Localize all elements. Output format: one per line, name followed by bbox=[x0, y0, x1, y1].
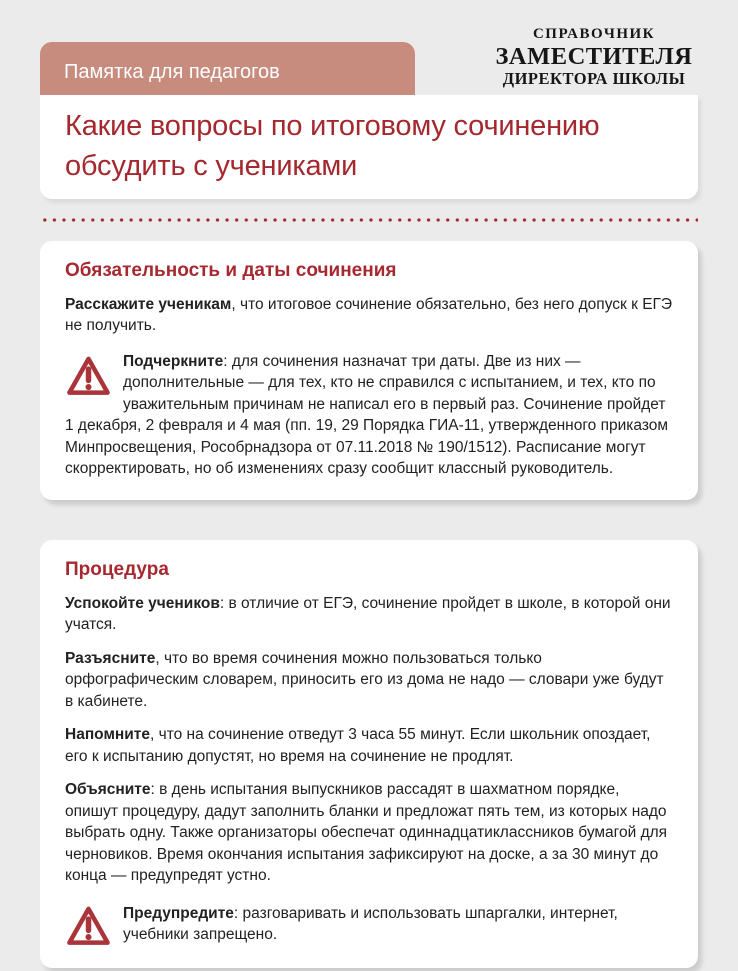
paragraph bbox=[65, 648, 673, 713]
paragraph-lead: Успокойте учеников bbox=[65, 594, 220, 612]
warning-triangle-icon bbox=[65, 904, 112, 948]
warning-callout bbox=[65, 351, 673, 480]
paragraph bbox=[65, 593, 673, 636]
logo-line-2: ЗАМЕСТИТЕЛЯ bbox=[495, 42, 693, 70]
logo-line-1: СПРАВОЧНИК bbox=[532, 26, 656, 42]
paragraph bbox=[65, 724, 673, 767]
memo-badge-label: Памятка для педагогов bbox=[64, 61, 280, 83]
warning-lead: Предупредите bbox=[123, 904, 234, 922]
paragraph-lead: Напомните bbox=[65, 726, 151, 743]
paragraph-text: : в отличие от ЕГЭ, сочинение пройдет в школе, в которой они учатся. bbox=[65, 594, 671, 633]
dotted-divider bbox=[40, 218, 698, 222]
warning-text: : для сочинения назначат три даты. Две из них — дополнительные — для тех, кто не справился с испытанием, и тех, кто по уважительным причинам не написал его в первый раз. Сочинение пройдет 1 декабря, 2 февраля и 4 мая (пп. 19, 29 Порядка ГИА-11, утвержденного приказом Минпросвещения, Рособрнадзора от 07.11.2018 № 190/1512). Расписание могут скорректировать, но об изменениях сразу сообщит классный руководитель. bbox=[65, 352, 669, 478]
warning-callout bbox=[65, 903, 673, 948]
paragraph-lead: Расскажите ученикам bbox=[65, 295, 232, 313]
paragraph bbox=[65, 294, 673, 337]
memo-badge bbox=[40, 42, 415, 95]
warning-paragraph bbox=[123, 903, 662, 946]
paragraph-lead: Разъясните bbox=[65, 649, 156, 667]
warning-lead: Подчеркните bbox=[123, 352, 224, 370]
section-procedure-heading: Процедура bbox=[65, 558, 169, 580]
publisher-logo bbox=[476, 27, 712, 87]
warning-paragraph bbox=[65, 351, 673, 480]
section-dates-card bbox=[40, 241, 698, 500]
paragraph-lead: Объясните bbox=[65, 781, 151, 798]
paragraph-text: : в день испытания выпускников рассадят в шахматном порядке, опишут процедуру, дадут заполнить бланки и предложат пять тем, из которых надо выбрать одну. Также организаторы обеспечат одиннадцатиклассников бумагой для черновиков. Время окончания испытания зафиксируют на доске, а за 30 минут до конца — предупредят устно. bbox=[65, 781, 668, 884]
logo-line-3: ДИРЕКТОРА ШКОЛЫ bbox=[502, 69, 686, 89]
warning-text: : разговаривать и использовать шпаргалки, интернет, учебники запрещено. bbox=[123, 904, 618, 943]
section-procedure-card bbox=[40, 540, 698, 968]
paragraph-text: , что во время сочинения можно пользоваться только орфографическим словарем, приносить его из дома не надо — словари уже будут в кабинете. bbox=[65, 649, 664, 710]
top-bar bbox=[0, 0, 738, 95]
paragraph-text: , что на сочинение отведут 3 часа 55 минут. Если школьник опоздает, его к испытанию допустят, но время на сочинение не продлят. bbox=[65, 726, 651, 765]
title-block bbox=[40, 95, 698, 199]
paragraph bbox=[65, 779, 673, 887]
section-dates-heading: Обязательность и даты сочинения bbox=[65, 260, 397, 281]
page-title: Какие вопросы по итоговому сочинению обсудить с учениками bbox=[65, 110, 600, 182]
paragraph-text: , что итоговое сочинение обязательно, без него допуск к ЕГЭ не получить. bbox=[65, 295, 673, 335]
warning-triangle-icon bbox=[65, 354, 112, 398]
